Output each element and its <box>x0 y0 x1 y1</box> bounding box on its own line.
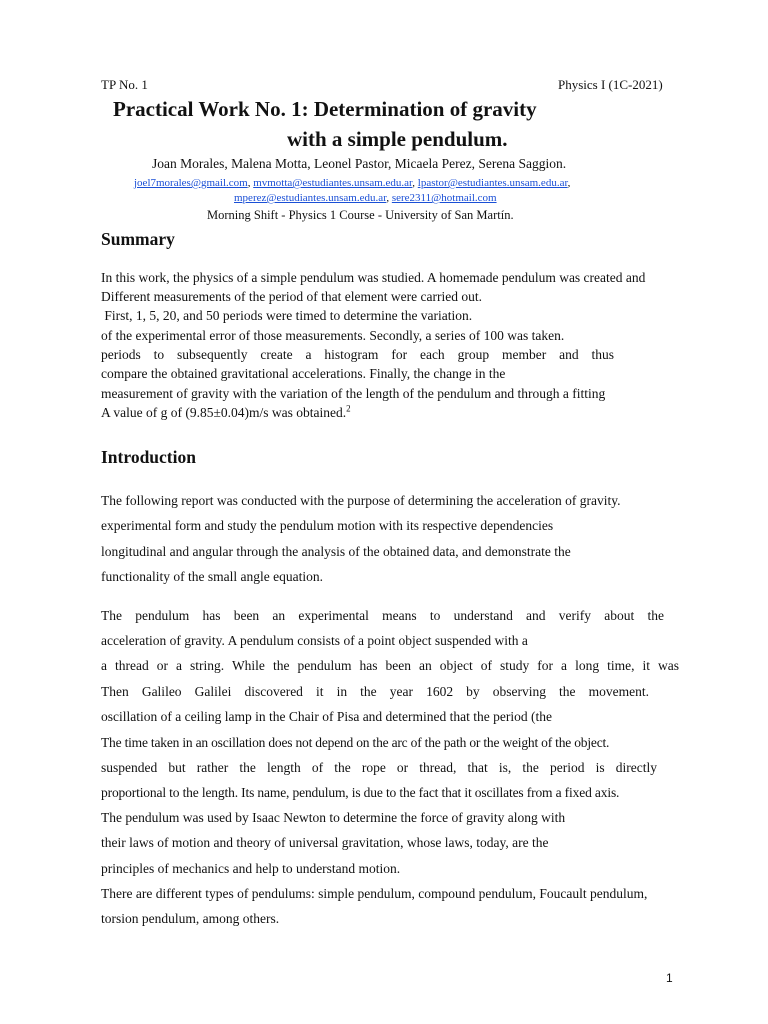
summary-line: Different measurements of the period of that element were carried out. <box>101 289 482 304</box>
email-separator: , <box>567 177 571 189</box>
summary-last-line <box>101 405 351 421</box>
intro-p1-line: experimental form and study the pendulum motion with its respective dependencies <box>101 518 554 533</box>
summary-line: First, 1, 5, 20, and 50 periods were timed to determine the variation. <box>101 308 473 323</box>
intro-p1-line: longitudinal and angular through the analysis of the obtained data, and demonstrate the <box>101 544 571 559</box>
affiliation: Morning Shift - Physics 1 Course - University of San Martín. <box>207 208 514 222</box>
summary-line: compare the obtained gravitational accelerations. Finally, the change in the <box>101 366 506 381</box>
header-left: TP No. 1 <box>101 77 148 92</box>
intro-p2-line: oscillation of a ceiling lamp in the Chair of Pisa and determined that the period (the <box>101 709 552 724</box>
email-link-5[interactable]: sere2311@hotmail.com <box>391 192 497 204</box>
email-link-3[interactable]: lpastor@estudiantes.unsam.edu.ar <box>417 177 568 189</box>
intro-p1-line: The following report was conducted with the purpose of determining the acceleration of gravity. <box>101 493 621 508</box>
email-link-1[interactable]: joel7morales@gmail.com <box>134 177 248 189</box>
intro-p2-line: The time taken in an oscillation does not depend on the arc of the path or the weight of the object. <box>101 735 610 750</box>
summary-line: of the experimental error of those measurements. Secondly, a series of 100 was taken. <box>101 328 565 343</box>
intro-p2-line: acceleration of gravity. A pendulum consists of a point object suspended with a <box>101 633 528 648</box>
email-link-4[interactable]: mperez@estudiantes.unsam.edu.ar <box>234 192 387 204</box>
emails-line-2 <box>234 192 497 204</box>
intro-p2-line: Then Galileo Galilei discovered it in the year 1602 by observing the movement. <box>101 684 649 699</box>
intro-p1-line: functionality of the small angle equation. <box>101 569 323 584</box>
authors: Joan Morales, Malena Motta, Leonel Pastor, Micaela Perez, Serena Saggion. <box>152 156 567 171</box>
intro-p2-line: proportional to the length. Its name, pendulum, is due to the fact that it oscillates from a fixed axis. <box>101 785 620 800</box>
title-line-2: with a simple pendulum. <box>287 127 508 151</box>
email-link-2[interactable]: mvmotta@estudiantes.unsam.edu.ar <box>253 177 413 189</box>
summary-line: measurement of gravity with the variation of the length of the pendulum and through a fitting <box>101 386 606 401</box>
summary-superscript: 2 <box>346 403 351 414</box>
page-number: 1 <box>666 971 673 985</box>
intro-p3-line: torsion pendulum, among others. <box>101 911 280 926</box>
intro-p2-line: The pendulum was used by Isaac Newton to determine the force of gravity along with <box>101 810 566 825</box>
intro-p2-line: their laws of motion and theory of universal gravitation, whose laws, today, are the <box>101 835 549 850</box>
summary-result-text: A value of g of (9.85±0.04)m/s was obtained. <box>101 405 347 420</box>
title-line-1: Practical Work No. 1: Determination of gravity <box>113 97 537 121</box>
summary-line: periods to subsequently create a histogram for each group member and thus <box>101 347 614 362</box>
intro-p3-line: There are different types of pendulums: simple pendulum, compound pendulum, Foucault pendulum, <box>101 886 648 901</box>
intro-p2-line: The pendulum has been an experimental means to understand and verify about the <box>101 608 664 623</box>
intro-p2-line: a thread or a string. While the pendulum has been an object of study for a long time, it was <box>101 658 679 673</box>
emails-line-1 <box>134 177 570 189</box>
email-separator: , <box>412 177 418 189</box>
email-separator: , <box>386 192 392 204</box>
intro-p2-line: principles of mechanics and help to understand motion. <box>101 861 401 876</box>
intro-p2-line: suspended but rather the length of the rope or thread, that is, the period is directly <box>101 760 657 775</box>
header-right: Physics I (1C-2021) <box>558 77 663 92</box>
introduction-heading: Introduction <box>101 447 196 467</box>
email-separator: , <box>247 177 254 189</box>
summary-line: In this work, the physics of a simple pendulum was studied. A homemade pendulum was created and <box>101 270 646 285</box>
summary-heading: Summary <box>101 229 175 249</box>
